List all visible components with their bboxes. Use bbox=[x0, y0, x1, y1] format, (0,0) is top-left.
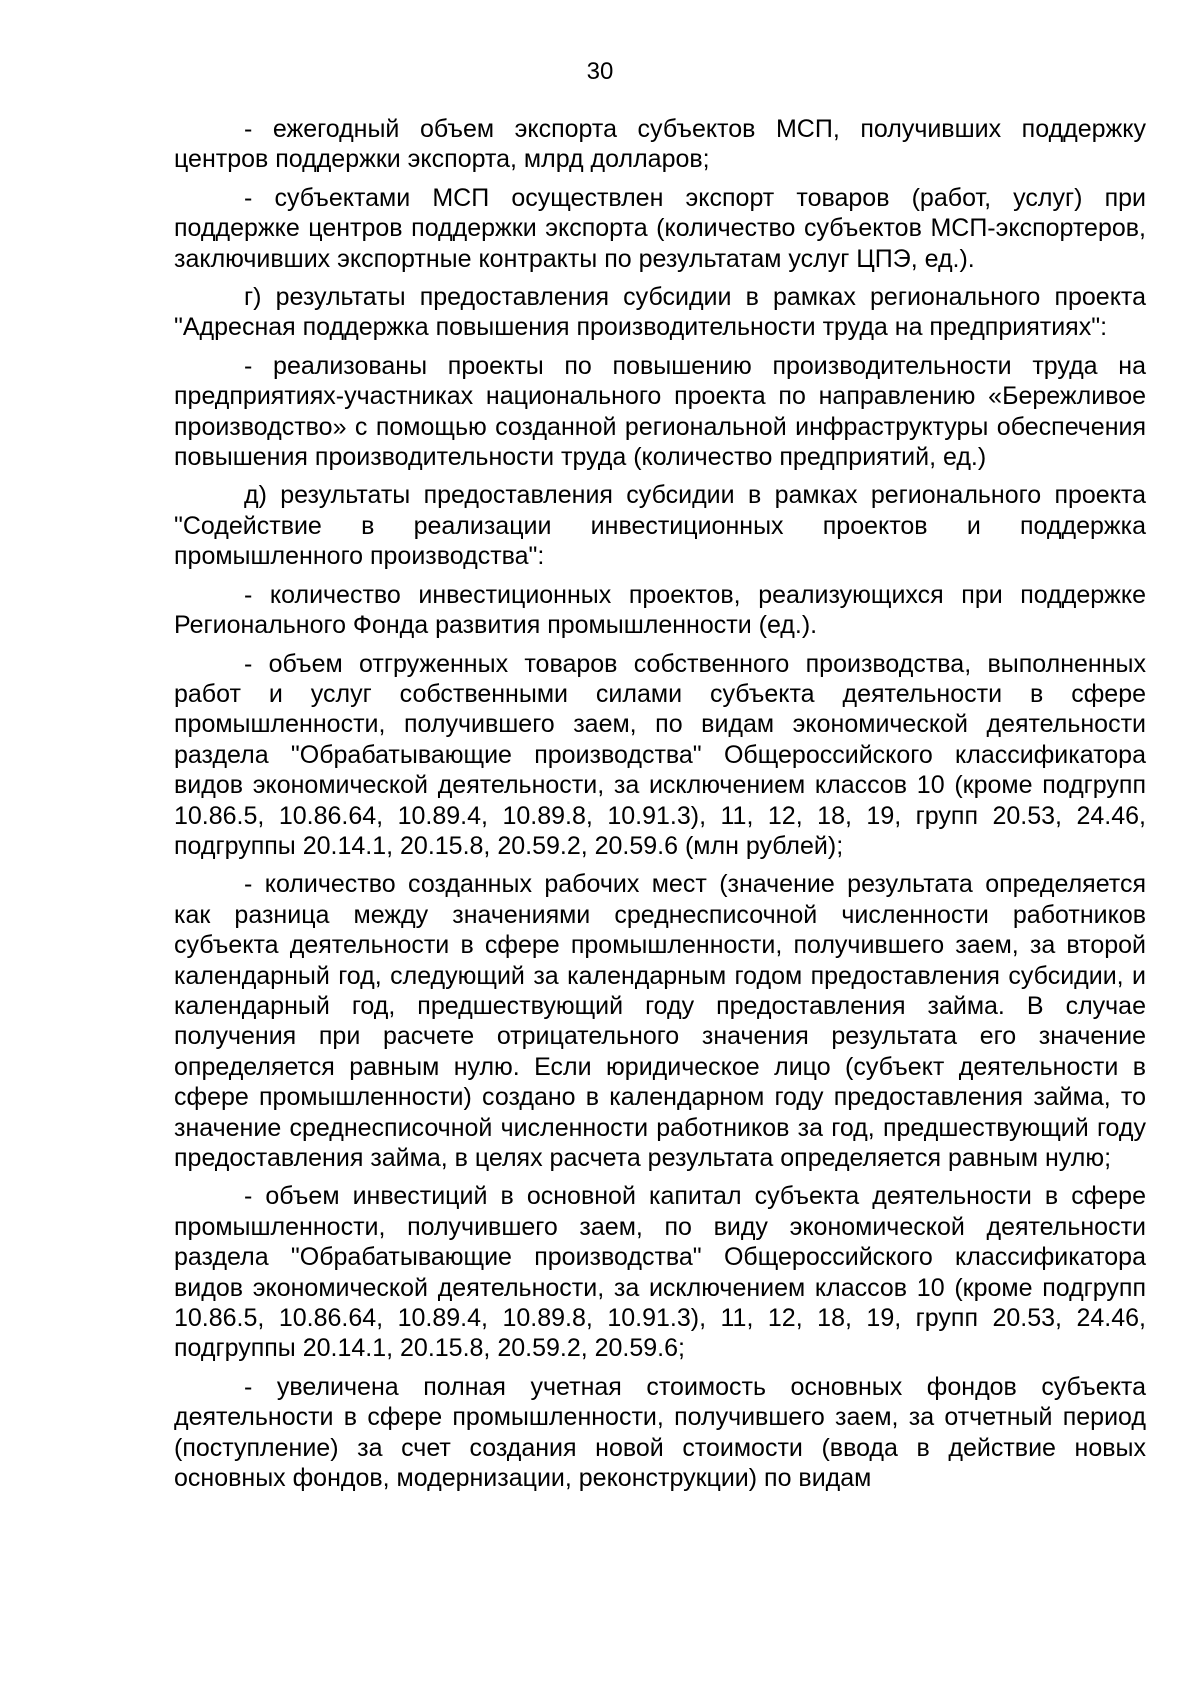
paragraph-created-jobs: - количество созданных рабочих мест (значение результата определяется как разница между значениями среднесписочной численности работников субъекта деятельности в сфере промышленности, получившего заем, за второй календарный год, следующий за календарным годом предоставления субсидии, и календарный год, предшествующий году предоставления займа. В случае получения при расчете отрицательного значения результата его значение определяется равным нулю. Если юридическое лицо (субъект деятельности в сфере промышленности) создано в календарном году предоставления займа, то значение среднесписочной численности работников за год, предшествующий году предоставления займа, в целях расчета результата определяется равным нулю; bbox=[174, 870, 1146, 1172]
page-number: 30 bbox=[586, 58, 614, 85]
paragraph-investment-projects: - количество инвестиционных проектов, реализующихся при поддержке Регионального Фонда развития промышленности (ед.). bbox=[174, 580, 1146, 640]
paragraph-export-count: - субъектами МСП осуществлен экспорт товаров (работ, услуг) при поддержке центров поддержки экспорта (количество субъектов МСП-экспортеров, заключивших экспортные контракты по результатам услуг ЦПЭ, ед.). bbox=[174, 183, 1146, 273]
paragraph-fixed-assets: - увеличена полная учетная стоимость основных фондов субъекта деятельности в сфере промышленности, получившего заем, за отчетный период (поступление) за счет создания новой стоимости (ввода в действие новых основных фондов, модернизации, реконструкции) по видам bbox=[174, 1372, 1146, 1493]
paragraph-section-d: д) результаты предоставления субсидии в рамках регионального проекта "Содействие в реализации инвестиционных проектов и поддержка промышленного производства": bbox=[174, 481, 1146, 571]
paragraph-lean-projects: - реализованы проекты по повышению производительности труда на предприятиях-участниках национального проекта по направлению «Бережливое производство» с помощью созданной региональной инфраструктуры обеспечения повышения производительности труда (количество предприятий, ед.) bbox=[174, 351, 1146, 472]
paragraph-export-volume: - ежегодный объем экспорта субъектов МСП, получивших поддержку центров поддержки экспорта, млрд долларов; bbox=[174, 115, 1146, 174]
paragraph-shipped-goods: - объем отгруженных товаров собственного производства, выполненных работ и услуг собственными силами субъекта деятельности в сфере промышленности, получившего заем, по видам экономической деятельности раздела "Обрабатывающие производства" Общероссийского классификатора видов экономической деятельности, за исключением классов 10 (кроме подгрупп 10.86.5, 10.86.64, 10.89.4, 10.89.8, 10.91.3), 11, 12, 18, 19, групп 20.53, 24.46, подгруппы 20.14.1, 20.15.8, 20.59.2, 20.59.6 (млн рублей); bbox=[174, 649, 1146, 860]
document-body bbox=[174, 114, 1146, 1501]
paragraph-fixed-capital: - объем инвестиций в основной капитал субъекта деятельности в сфере промышленности, получившего заем, по виду экономической деятельности раздела "Обрабатывающие производства" Общероссийского классификатора видов экономической деятельности, за исключением классов 10 (кроме подгрупп 10.86.5, 10.86.64, 10.89.4, 10.89.8, 10.91.3), 11, 12, 18, 19, групп 20.53, 24.46, подгруппы 20.14.1, 20.15.8, 20.59.2, 20.59.6; bbox=[174, 1182, 1146, 1363]
paragraph-section-g: г) результаты предоставления субсидии в рамках регионального проекта "Адресная поддержка повышения производительности труда на предприятиях": bbox=[174, 283, 1146, 342]
